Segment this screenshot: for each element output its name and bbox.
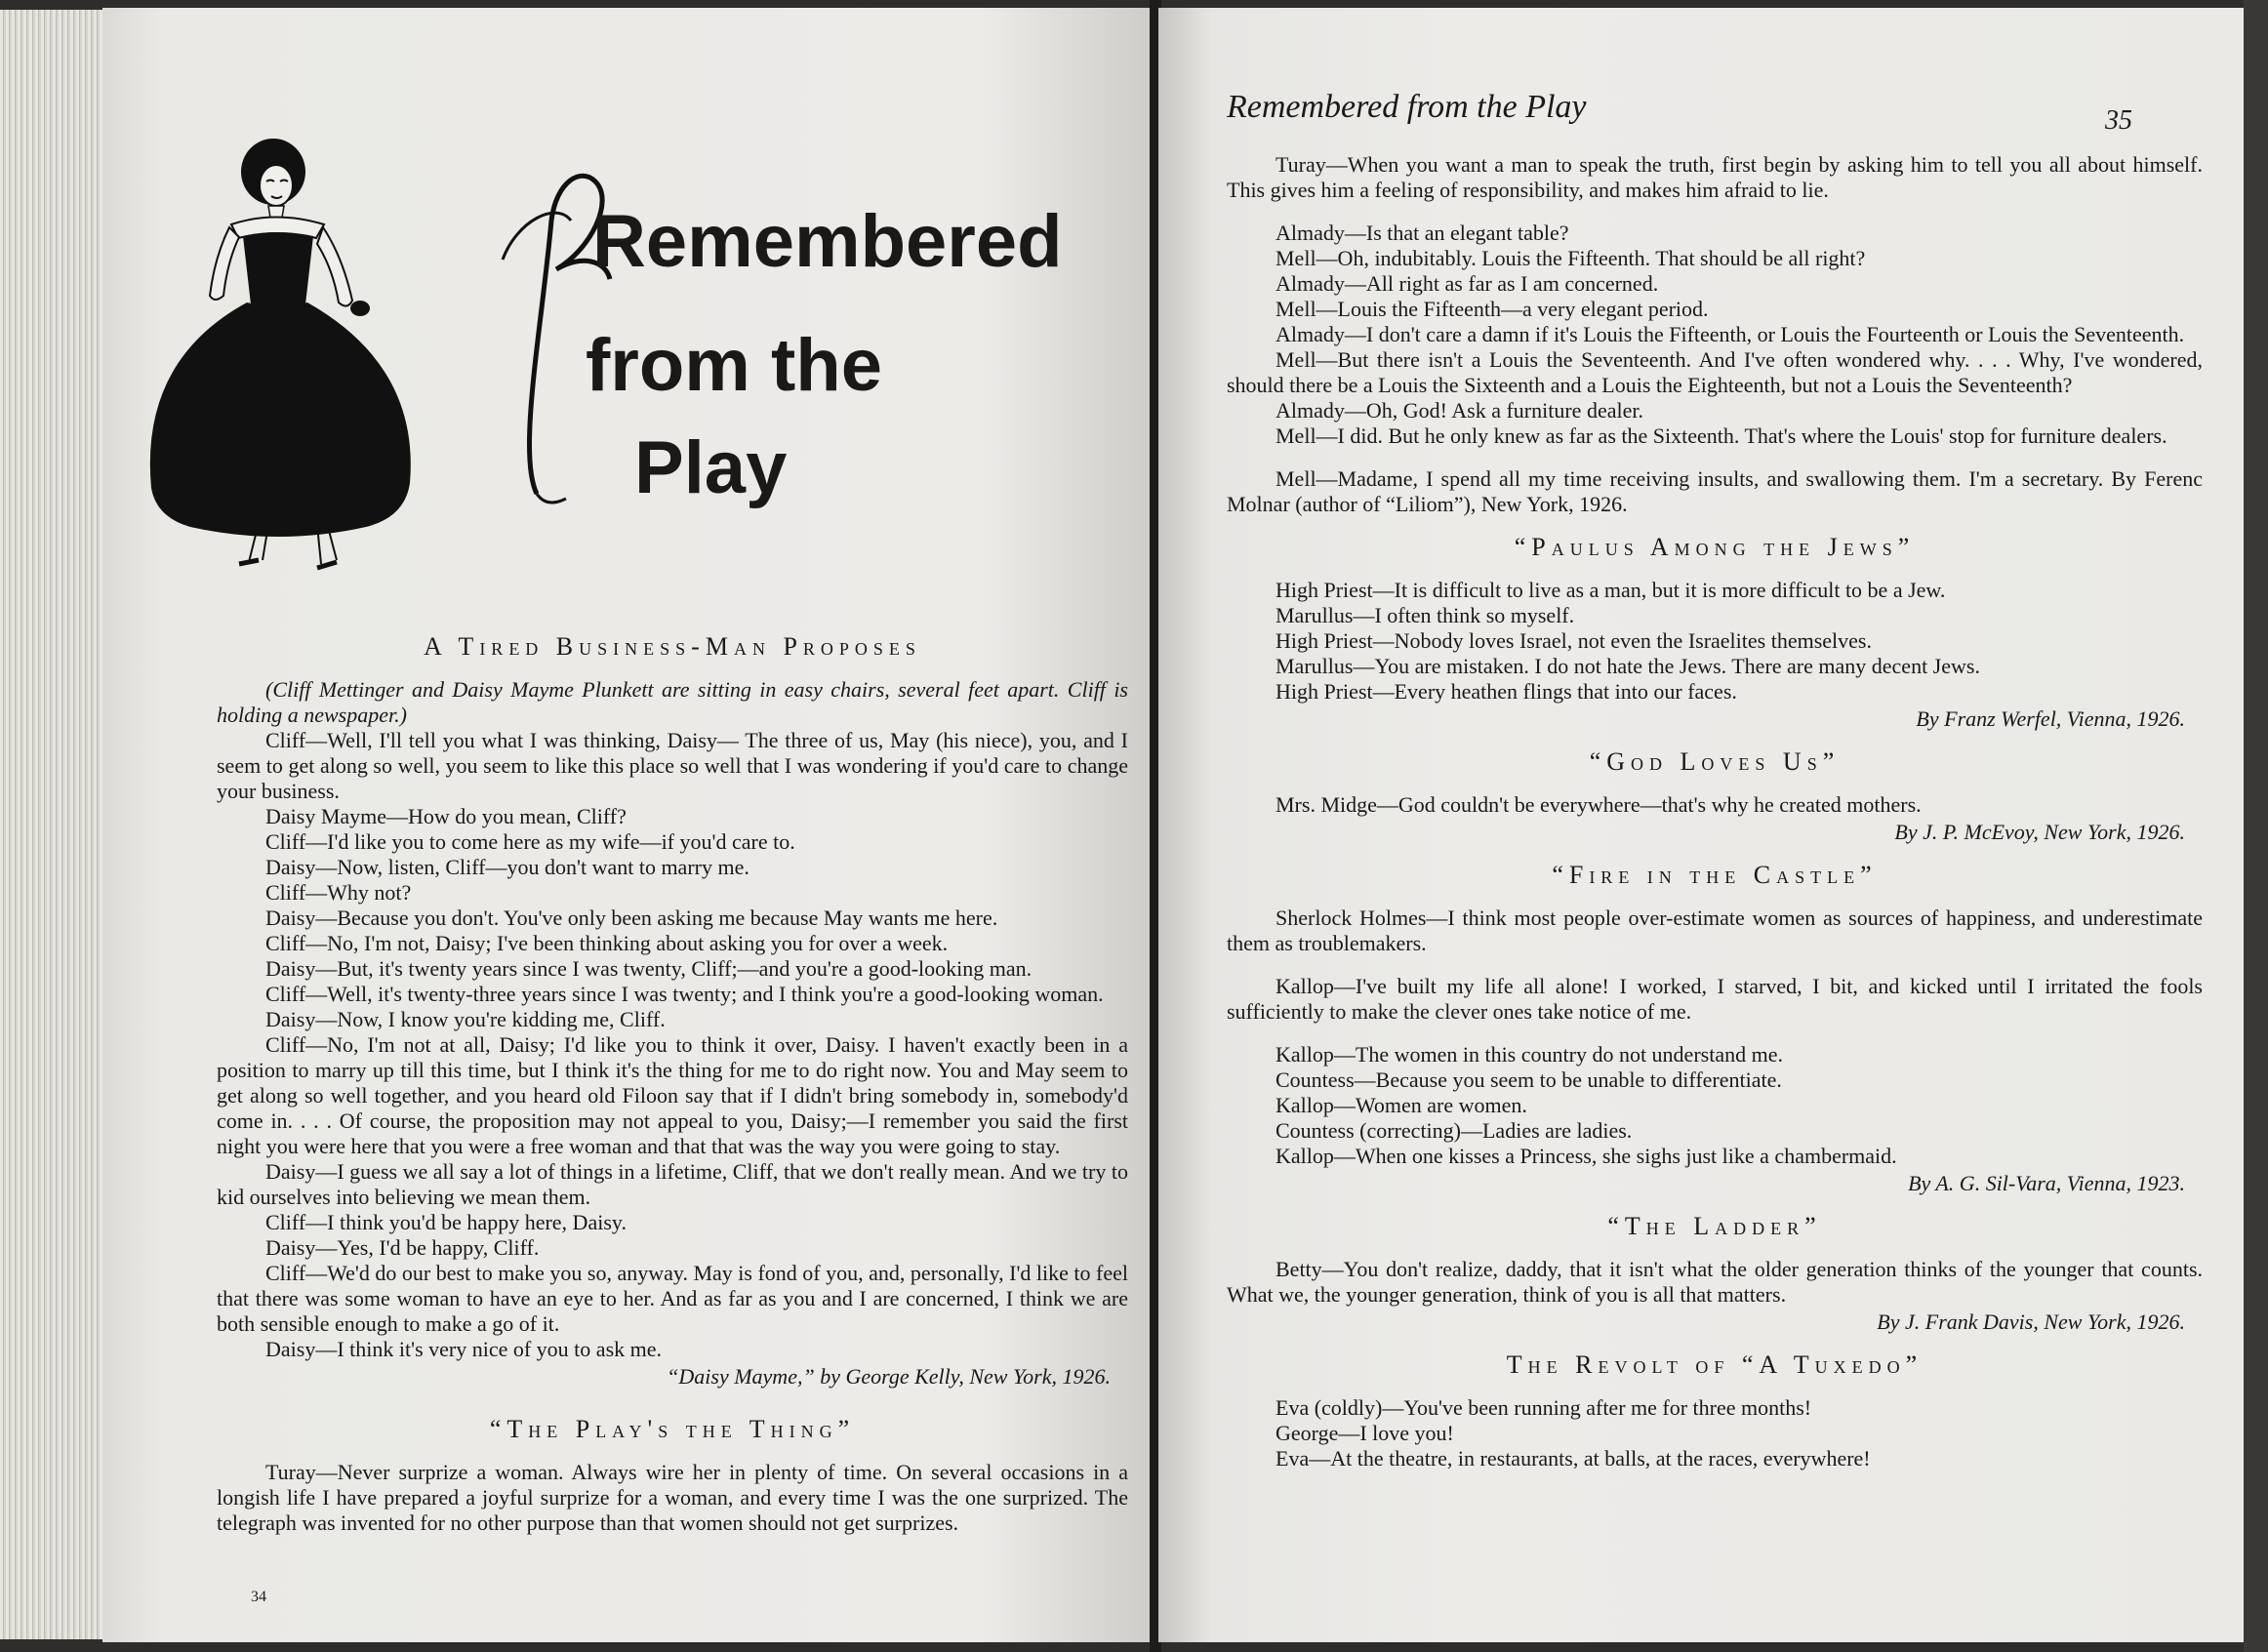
dialogue-line: Countess (correcting)—Ladies are ladies. (1276, 1118, 1633, 1143)
section-heading: “Fire in the Castle” (1552, 861, 1878, 889)
attribution: “Daisy Mayme,” by George Kelly, New York, 1926. (667, 1364, 1111, 1389)
title-line-3: Play (634, 426, 788, 509)
attribution: By A. G. Sil-Vara, Vienna, 1923. (1908, 1171, 2185, 1195)
section-heading: “God Loves Us” (1589, 747, 1841, 776)
dialogue-line: Cliff—I think you'd be happy here, Daisy. (265, 1210, 627, 1234)
dialogue-line: Mell—Louis the Fifteenth—a very elegant period. (1276, 297, 1709, 321)
dialogue-line: Almady—All right as far as I am concerned. (1276, 271, 1659, 296)
dialogue-list (217, 728, 1128, 1362)
dialogue-list (1227, 1042, 2203, 1169)
dialogue-line: Mell—Oh, indubitably. Louis the Fifteenth. That should be all right? (1276, 246, 1866, 270)
dialogue-list (1227, 1395, 2203, 1471)
dialogue-line: Daisy—But, it's twenty years since I was twenty, Cliff;—and you're a good-looking man. (265, 956, 1033, 981)
dialogue-line: Mrs. Midge—God couldn't be everywhere—that's why he created mothers. (1276, 792, 1922, 817)
right-column (1227, 152, 2203, 1471)
dialogue-line: High Priest—It is difficult to live as a man, but it is more difficult to be a Jew. (1276, 578, 1946, 602)
left-page (102, 8, 1152, 1642)
dialogue-line: High Priest—Every heathen flings that into our faces. (1276, 679, 1737, 704)
dialogue-line: Daisy—Now, I know you're kidding me, Cliff. (265, 1007, 666, 1031)
dialogue-line: Almady—Oh, God! Ask a furniture dealer. (1276, 398, 1643, 423)
dialogue-line: Cliff—No, I'm not at all, Daisy; I'd like you to think it over, Daisy. I haven't exactly been in a position to marry up till this time, but I think it's the thing for me to do right now. You and May seem to get along so well together, and you heard old Filoon say that if I didn't bring somebody in, somebody'd come in. . . . Of course, the proposition may not appeal to you, Daisy;—I remember you said the first night you were here that you were a free woman and that that was the way you were going to stay. (217, 1032, 1128, 1158)
dialogue-line: Eva—At the theatre, in restaurants, at balls, at the races, everywhere! (1276, 1446, 1871, 1471)
dialogue-line: Cliff—I'd like you to come here as my wife—if you'd care to. (265, 829, 795, 854)
dialogue-list (1227, 221, 2203, 449)
running-head: Remembered from the Play (1227, 89, 1587, 125)
dialogue-line: George—I love you! (1276, 1421, 1454, 1445)
dialogue-line: Daisy—Because you don't. You've only been asking me because May wants me here. (265, 906, 998, 930)
dialogue-line: Eva (coldly)—You've been running after me for three months! (1276, 1395, 1812, 1420)
section-heading: “The Play's the Thing” (489, 1415, 856, 1443)
dialogue-line: Kallop—Women are women. (1276, 1093, 1527, 1117)
dialogue-line: High Priest—Nobody loves Israel, not even the Israelites themselves. (1276, 628, 1872, 653)
attribution: By J. P. McEvoy, New York, 1926. (1894, 820, 2185, 844)
attribution: By Franz Werfel, Vienna, 1926. (1916, 706, 2185, 731)
dialogue-line: Countess—Because you seem to be unable to differentiate. (1276, 1068, 1782, 1092)
dialogue-line: Kallop—The women in this country do not understand me. (1276, 1042, 1783, 1067)
right-page (1158, 8, 2244, 1642)
dialogue-line: Kallop—When one kisses a Princess, she sighs just like a chambermaid. (1276, 1144, 1897, 1168)
dialogue-line: Mell—But there isn't a Louis the Seventeenth. And I've often wondered why. . . . Why, I've wondered, should there be a Louis the Sixteenth and a Louis the Eighteenth, but not a Louis the Seventeenth? (1227, 347, 2203, 397)
dialogue-line: Daisy—Yes, I'd be happy, Cliff. (265, 1235, 540, 1260)
dialogue-line: Daisy Mayme—How do you mean, Cliff? (265, 804, 627, 828)
attribution: By J. Frank Davis, New York, 1926. (1877, 1310, 2185, 1334)
dialogue-line: Kallop—I've built my life all alone! I worked, I starved, I bit, and kicked until I irritated the fools sufficiently to make the clever ones take notice of me. (1227, 974, 2203, 1024)
title-line-2: from the (586, 324, 882, 407)
dialogue-line: Almady—Is that an elegant table? (1276, 221, 1569, 245)
dialogue-line: Cliff—Well, I'll tell you what I was thinking, Daisy— The three of us, May (his niece), you, and I seem to get along so well, you seem to like this place so well that I was wondering if you'd care to change your business. (217, 728, 1128, 803)
dialogue-list (1227, 578, 2203, 705)
dialogue-line: Mell—Madame, I spend all my time receiving insults, and swallowing them. I'm a secretary. By Ferenc Molnar (author of “Liliom”), New York, 1926. (1227, 466, 2203, 516)
dialogue-line: Marullus—I often think so myself. (1276, 603, 1575, 627)
dialogue-line: Cliff—No, I'm not, Daisy; I've been thinking about asking you for over a week. (265, 931, 949, 955)
dialogue-line: Marullus—You are mistaken. I do not hate the Jews. There are many decent Jews. (1276, 654, 1980, 678)
title-line-1: Remembered (592, 200, 1063, 283)
dialogue-line: Turay—When you want a man to speak the truth, first begin by asking him to tell you all about himself. This gives him a feeling of responsibility, and makes him afraid to lie. (1227, 152, 2203, 202)
dialogue-line: Turay—Never surprize a woman. Always wire her in plenty of time. On several occasions in a longish life I have prepared a joyful surprize for a woman, and every time I was the one surprized. The telegraph was invented for no other purpose than that women should not get surprizes. (217, 1460, 1128, 1535)
dialogue-line: Betty—You don't realize, daddy, that it isn't what the older generation thinks of the younger that counts. What we, the younger generation, think of you is all that matters. (1227, 1257, 2203, 1307)
title-block (498, 162, 1083, 513)
stage-direction: (Cliff Mettinger and Daisy Mayme Plunkett are sitting in easy chairs, several feet apart. Cliff is holding a newspaper.) (217, 677, 1128, 727)
dialogue-line: Sherlock Holmes—I think most people over-estimate women as sources of happiness, and underestimate them as troublemakers. (1227, 906, 2203, 955)
section-heading: “The Ladder” (1607, 1212, 1822, 1240)
dialogue-line: Cliff—Why not? (265, 880, 412, 905)
section-heading: “Paulus Among the Jews” (1514, 533, 1916, 561)
dialogue-list (1227, 152, 2203, 203)
dialogue-line: Mell—I did. But he only knew as far as the Sixteenth. That's where the Louis' stop for furniture dealers. (1276, 423, 2167, 448)
dialogue-line: Cliff—We'd do our best to make you so, anyway. May is fond of you, and, personally, I'd like to feel that there was some woman to have an eye to her. And as far as you and I are concerned, I think we are both sensible enough to make a go of it. (217, 1261, 1128, 1336)
page-edges (0, 10, 103, 1639)
section-heading: A Tired Business-Man Proposes (424, 632, 921, 661)
page-number: 35 (2105, 105, 2132, 136)
woman-illustration (142, 135, 454, 584)
page-number: 34 (251, 1589, 266, 1605)
dialogue-line: Cliff—Well, it's twenty-three years since I was twenty; and I think you're a good-looking woman. (265, 982, 1104, 1006)
dialogue-line: Daisy—Now, listen, Cliff—you don't want to marry me. (265, 855, 749, 879)
dialogue-line: Daisy—I guess we all say a lot of things in a lifetime, Cliff, that we don't really mean. And we try to kid ourselves into believing we mean them. (217, 1159, 1128, 1209)
dialogue-line: Daisy—I think it's very nice of you to ask me. (265, 1337, 663, 1361)
dialogue-line: Almady—I don't care a damn if it's Louis the Fifteenth, or Louis the Fourteenth or Louis the Seventeenth. (1276, 322, 2185, 346)
page-edge-right (2244, 0, 2268, 1652)
section-heading: The Revolt of “A Tuxedo” (1506, 1350, 1924, 1379)
left-column (217, 634, 1128, 1536)
